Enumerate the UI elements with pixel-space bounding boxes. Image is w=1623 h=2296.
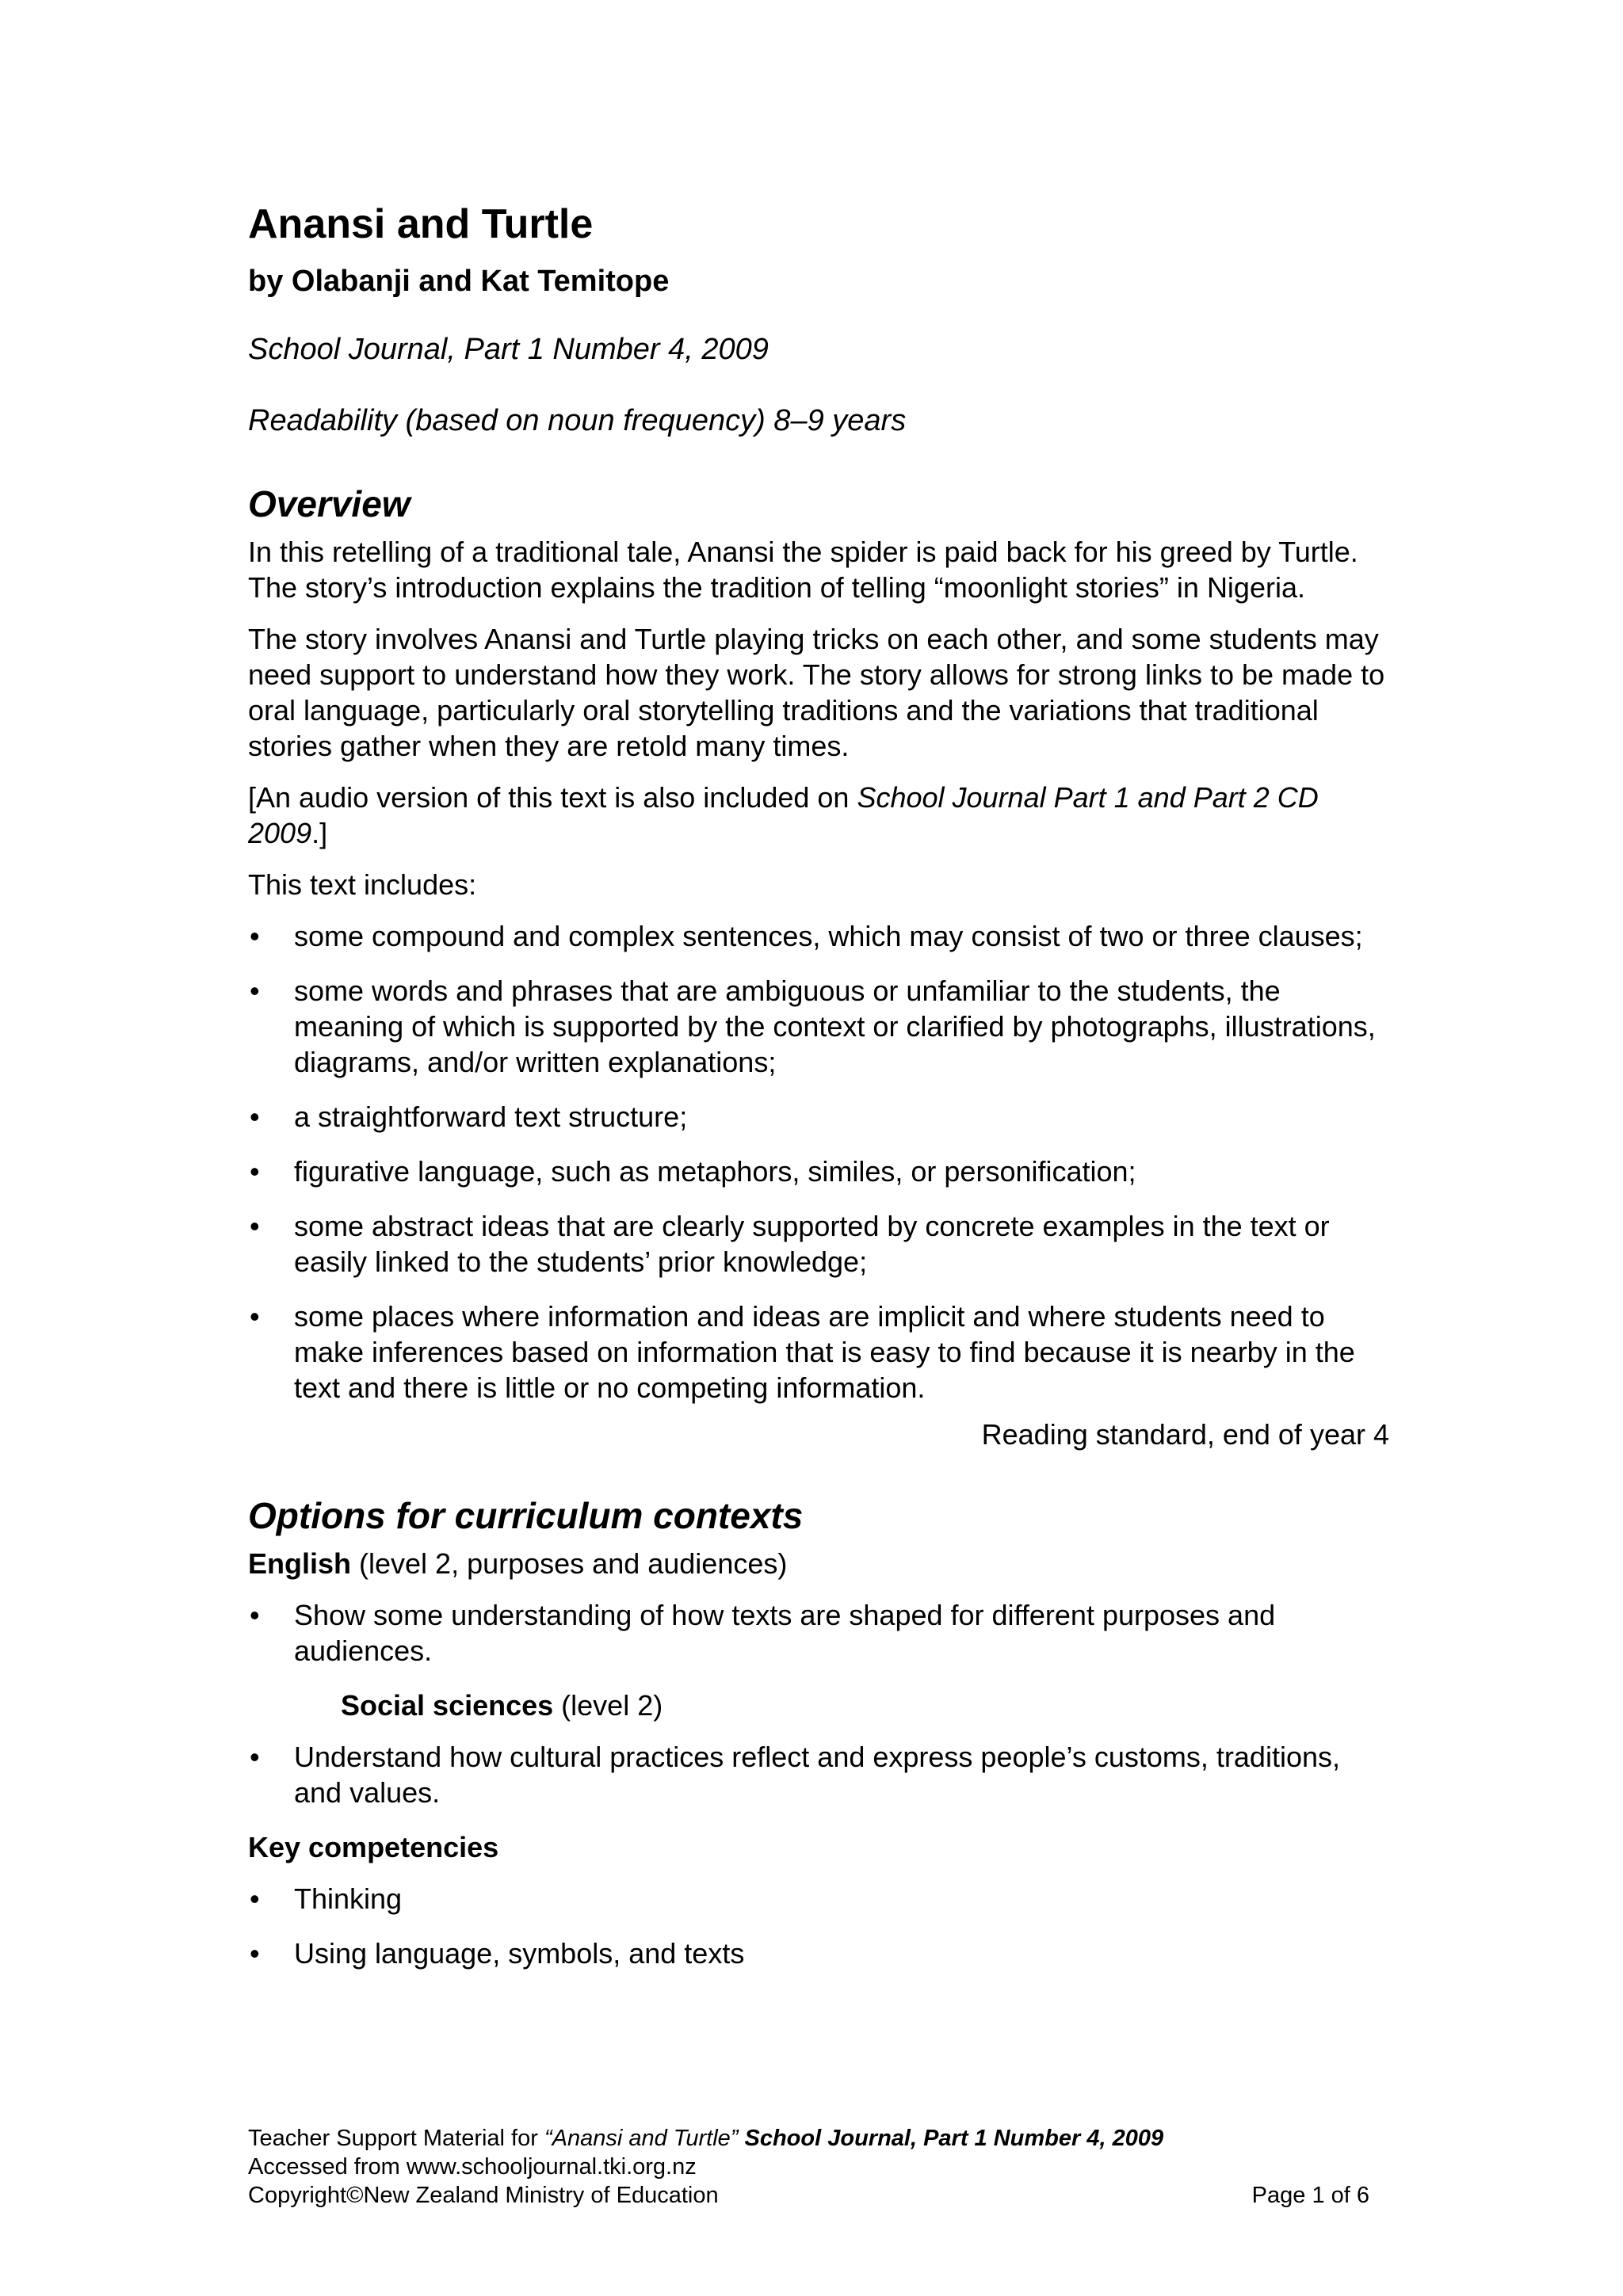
list-item bbox=[248, 1597, 1389, 1669]
list-item-text: a straightforward text structure; bbox=[294, 1100, 688, 1133]
list-item bbox=[248, 1154, 1389, 1189]
byline: by Olabanji and Kat Temitope bbox=[248, 265, 670, 298]
list-item-text: some abstract ideas that are clearly supported by concrete examples in the text or easily linked to the students’ prior knowledge; bbox=[294, 1210, 1330, 1278]
footer-line-1 bbox=[248, 2124, 1369, 2153]
list-item-text: some compound and complex sentences, which may consist of two or three clauses; bbox=[294, 920, 1363, 952]
readability-line: Readability (based on noun frequency) 8–9 years bbox=[248, 404, 907, 437]
key-competencies-label: Key competencies bbox=[248, 1831, 499, 1863]
list-item-text: Using language, symbols, and texts bbox=[294, 1937, 745, 1970]
curriculum-heading: Options for curriculum contexts bbox=[248, 1495, 804, 1536]
list-item bbox=[248, 1739, 1389, 1810]
footer-story-title: “Anansi and Turtle” bbox=[544, 2126, 739, 2151]
social-sciences-label: Social sciences bbox=[341, 1689, 554, 1722]
key-competencies-line bbox=[248, 1829, 1389, 1865]
bullet-icon: • bbox=[250, 974, 260, 1007]
bullet-icon: • bbox=[250, 1882, 260, 1915]
list-item-text: some words and phrases that are ambiguous or unfamiliar to the students, the meaning of which is supported by the context or clarified by photographs, illustrations, diagrams, and/or written explanations; bbox=[294, 974, 1376, 1078]
overview-heading: Overview bbox=[248, 483, 411, 524]
page-footer bbox=[248, 2124, 1369, 2210]
social-sciences-line bbox=[248, 1688, 1389, 1723]
english-list bbox=[248, 1597, 1389, 1669]
list-item bbox=[248, 918, 1389, 954]
bullet-icon: • bbox=[250, 1210, 260, 1242]
list-item bbox=[248, 1099, 1389, 1135]
list-item bbox=[248, 1208, 1389, 1280]
list-item bbox=[248, 1881, 1389, 1917]
list-item bbox=[248, 1936, 1389, 1971]
includes-list bbox=[248, 918, 1389, 1405]
social-sciences-list bbox=[248, 1739, 1389, 1810]
list-item-text: figurative language, such as metaphors, similes, or personification; bbox=[294, 1155, 1136, 1188]
bullet-icon: • bbox=[250, 1937, 260, 1970]
bullet-icon: • bbox=[250, 1300, 260, 1333]
source-line: School Journal, Part 1 Number 4, 2009 bbox=[248, 333, 769, 366]
list-item-text: Show some understanding of how texts are shaped for different purposes and audiences. bbox=[294, 1599, 1276, 1667]
audio-note-title: School Journal Part 1 and Part 2 CD 2009 bbox=[248, 781, 1319, 849]
page-number: Page 1 of 6 bbox=[1251, 2183, 1369, 2208]
list-item bbox=[248, 1299, 1389, 1405]
english-line bbox=[248, 1546, 1389, 1581]
includes-label: This text includes: bbox=[248, 868, 477, 901]
document-page bbox=[248, 196, 1389, 1990]
footer-prefix: Teacher Support Material for bbox=[248, 2126, 544, 2151]
bullet-icon: • bbox=[250, 1599, 260, 1631]
audio-note-prefix: [An audio version of this text is also included on bbox=[248, 781, 857, 814]
english-detail: (level 2, purposes and audiences) bbox=[351, 1547, 788, 1580]
bullet-icon: • bbox=[250, 1100, 260, 1133]
english-label: English bbox=[248, 1547, 352, 1580]
bullet-icon: • bbox=[250, 1155, 260, 1188]
overview-paragraph-2: The story involves Anansi and Turtle playing tricks on each other, and some students may need support to understand how they work. The story allows for strong links to be made to oral language, particularly oral storytelling traditions and the variations that traditional stories gather when they are retold many times. bbox=[248, 623, 1385, 762]
bullet-icon: • bbox=[250, 920, 260, 952]
footer-line-2: Accessed from www.schooljournal.tki.org.nz bbox=[248, 2154, 697, 2180]
overview-paragraph-1: In this retelling of a traditional tale, Anansi the spider is paid back for his greed by Turtle. The story’s introduction explains the tradition of telling “moonlight stories” in Nigeria. bbox=[248, 536, 1358, 604]
footer-line-3 bbox=[248, 2181, 1369, 2210]
footer-source: School Journal, Part 1 Number 4, 2009 bbox=[738, 2126, 1164, 2151]
page-title: Anansi and Turtle bbox=[248, 201, 594, 247]
bullet-icon: • bbox=[250, 1741, 260, 1773]
key-competencies-list bbox=[248, 1881, 1389, 1971]
list-item-text: Understand how cultural practices reflect and express people’s customs, traditions, and values. bbox=[294, 1741, 1340, 1809]
list-item bbox=[248, 973, 1389, 1080]
social-sciences-detail: (level 2) bbox=[553, 1689, 663, 1722]
audio-note-suffix: .] bbox=[311, 817, 328, 849]
list-item-text: Thinking bbox=[294, 1882, 403, 1915]
footer-copyright: Copyright©New Zealand Ministry of Education bbox=[248, 2183, 719, 2208]
list-item-text: some places where information and ideas are implicit and where students need to make inferences based on information that is easy to find because it is nearby in the text and there is little or no competing information. bbox=[294, 1300, 1355, 1404]
audio-note bbox=[248, 780, 1389, 851]
reading-standard: Reading standard, end of year 4 bbox=[981, 1418, 1389, 1451]
